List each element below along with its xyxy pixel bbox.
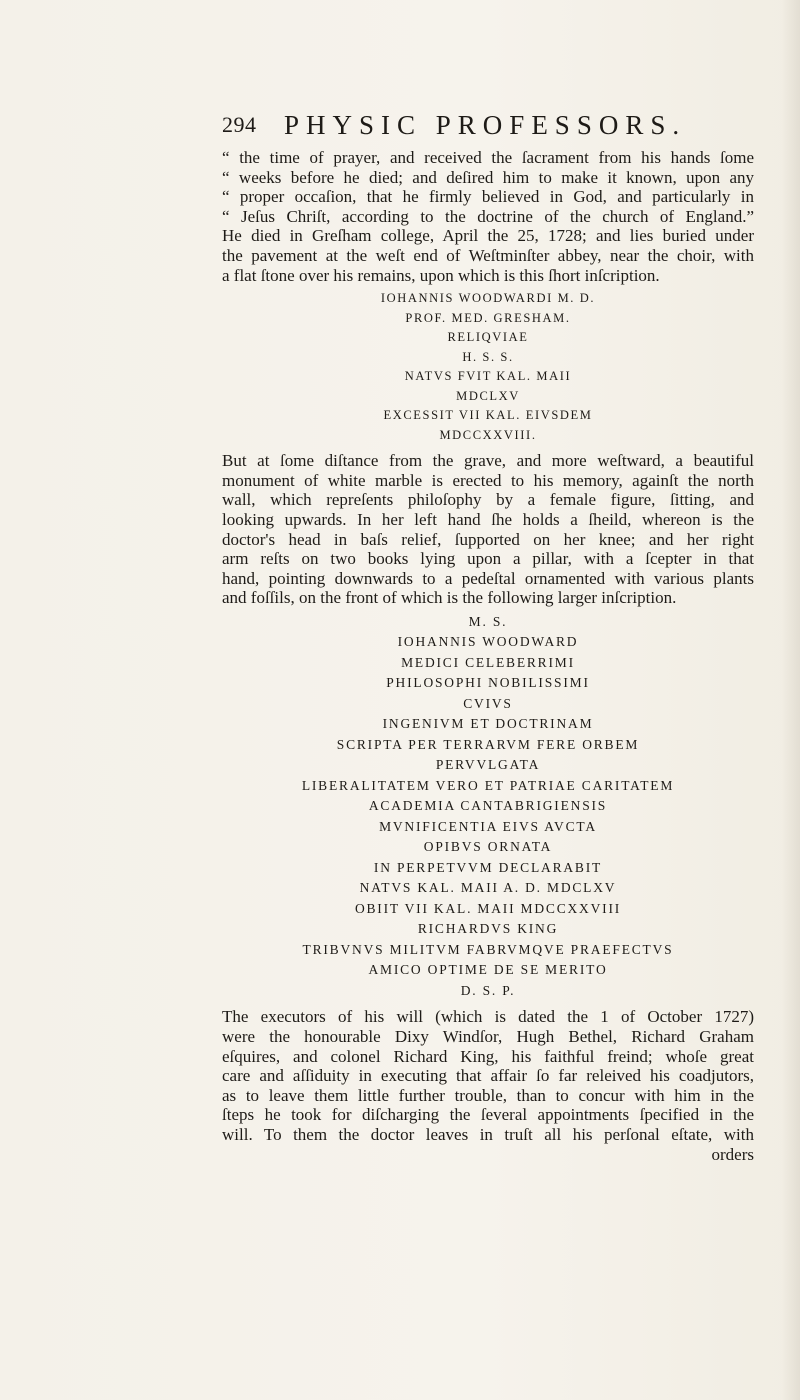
text-line: as to leave them little further trouble, than to concur with him in the bbox=[222, 1085, 754, 1105]
text-line: “ proper occaſion, that he firmly believed in God, and particularly in bbox=[222, 187, 754, 207]
text-line: He died in Greſham college, April the 25, 1728; and lies buried under bbox=[222, 226, 754, 246]
inscription-line: MEDICI CELEBERRIMI bbox=[401, 654, 575, 670]
monument-inscription bbox=[222, 612, 754, 1002]
text-line: The executors of his will (which is dated the 1 of October 1727) bbox=[222, 1007, 754, 1027]
inscription-line: NATVS KAL. MAII A. D. MDCLXV bbox=[359, 880, 617, 896]
inscription-line: TRIBVNVS MILITVM FABRVMQVE PRAEFECTVS bbox=[302, 941, 674, 957]
text-line: But at ſome diſtance from the grave, and more weſtward, a beautiful bbox=[222, 451, 754, 471]
paragraph-quote bbox=[222, 148, 754, 285]
inscription-line: MVNIFICENTIA EIVS AVCTA bbox=[379, 818, 597, 834]
inscription-line: RELIQVIAE bbox=[447, 330, 529, 345]
text-line: were the honourable Dixy Windſor, Hugh Bethel, Richard Graham bbox=[222, 1027, 754, 1046]
text-line: wall, which repreſents philoſophy by a female figure, ſitting, and bbox=[222, 490, 754, 510]
inscription-line: PHILOSOPHI NOBILISSIMI bbox=[386, 675, 590, 691]
inscription-line: SCRIPTA PER TERRARVM FERE ORBEM bbox=[336, 736, 640, 752]
text-line: a flat ſtone over his remains, upon which is this ſhort inſcription. bbox=[222, 265, 660, 285]
inscription-line: ACADEMIA CANTABRIGIENSIS bbox=[368, 798, 608, 814]
inscription-line: M. S. bbox=[468, 613, 508, 629]
text-line: “ weeks before he died; and deſired him to make it known, upon any bbox=[222, 167, 754, 187]
inscription-line: MDCCXXVIII. bbox=[439, 427, 537, 442]
inscription-line: IOHANNIS WOODWARDI M. D. bbox=[380, 291, 596, 306]
paragraph-monument bbox=[222, 451, 754, 608]
inscription-line: CVIVS bbox=[463, 695, 513, 711]
text-line: care and aſſiduity in executing that affair ſo far releived his coadjutors, bbox=[222, 1066, 754, 1086]
inscription-line: MDCLXV bbox=[456, 388, 520, 403]
inscription-line: PROF. MED. GRESHAM. bbox=[405, 310, 571, 325]
text-line: will. To them the doctor leaves in truſt all his perſonal eſtate, with bbox=[222, 1124, 754, 1144]
inscription-line: OBIIT VII KAL. MAII MDCCXXVIII bbox=[354, 900, 622, 916]
inscription-line: NATVS FVIT KAL. MAII bbox=[404, 369, 572, 384]
text-line: and foſſils, on the front of which is the following larger inſcription. bbox=[222, 588, 677, 608]
paragraph-executors bbox=[222, 1007, 754, 1144]
inscription-line: AMICO OPTIME DE SE MERITO bbox=[368, 962, 608, 978]
text-line: the pavement at the weſt end of Weſtminſter abbey, near the choir, with bbox=[222, 245, 754, 265]
page-header bbox=[222, 110, 762, 146]
page-edge-shadow bbox=[782, 0, 800, 1400]
inscription-line: EXCESSIT VII KAL. EIVSDEM bbox=[383, 408, 593, 423]
inscription-line: H. S. S. bbox=[462, 349, 514, 364]
inscription-line: D. S. P. bbox=[460, 982, 516, 998]
text-line: “ Jeſus Chriſt, according to the doctrine of the church of England.” bbox=[222, 206, 754, 226]
text-line: monument of white marble is erected to his memory, againſt the north bbox=[222, 470, 754, 490]
page-body bbox=[222, 148, 754, 1167]
text-line: looking upwards. In her left hand ſhe holds a ſheild, whereon is the bbox=[222, 509, 754, 529]
page-number: 294 bbox=[222, 112, 257, 137]
inscription-line: LIBERALITATEM VERO ET PATRIAE CARITATEM bbox=[301, 777, 675, 793]
inscription-line: PERVVLGATA bbox=[435, 757, 541, 773]
text-line: hand, pointing downwards to a pedeſtal ornamented with various plants bbox=[222, 568, 754, 588]
inscription-line: IOHANNIS WOODWARD bbox=[397, 634, 579, 650]
text-line: arm reſts on two books lying upon a pillar, with a ſcepter in that bbox=[222, 549, 754, 569]
text-line: ſteps he took for diſcharging the ſeveral appointments ſpecified in the bbox=[222, 1105, 754, 1125]
catchword-row bbox=[222, 1145, 754, 1167]
inscription-line: IN PERPETVVM DECLARABIT bbox=[373, 859, 603, 875]
catchword: orders bbox=[711, 1144, 754, 1164]
text-line: eſquires, and colonel Richard King, his faithful freind; whoſe great bbox=[222, 1046, 754, 1066]
text-line: “ the time of prayer, and received the ſacrament from his hands ſome bbox=[222, 148, 754, 167]
grave-inscription bbox=[222, 289, 754, 445]
inscription-line: INGENIVM ET DOCTRINAM bbox=[382, 716, 594, 732]
running-head: PHYSIC PROFESSORS. bbox=[284, 110, 687, 140]
text-line: doctor's head in baſs relief, ſupported on her knee; and her right bbox=[222, 529, 754, 549]
inscription-line: OPIBVS ORNATA bbox=[423, 839, 553, 855]
inscription-line: RICHARDVS KING bbox=[417, 921, 559, 937]
